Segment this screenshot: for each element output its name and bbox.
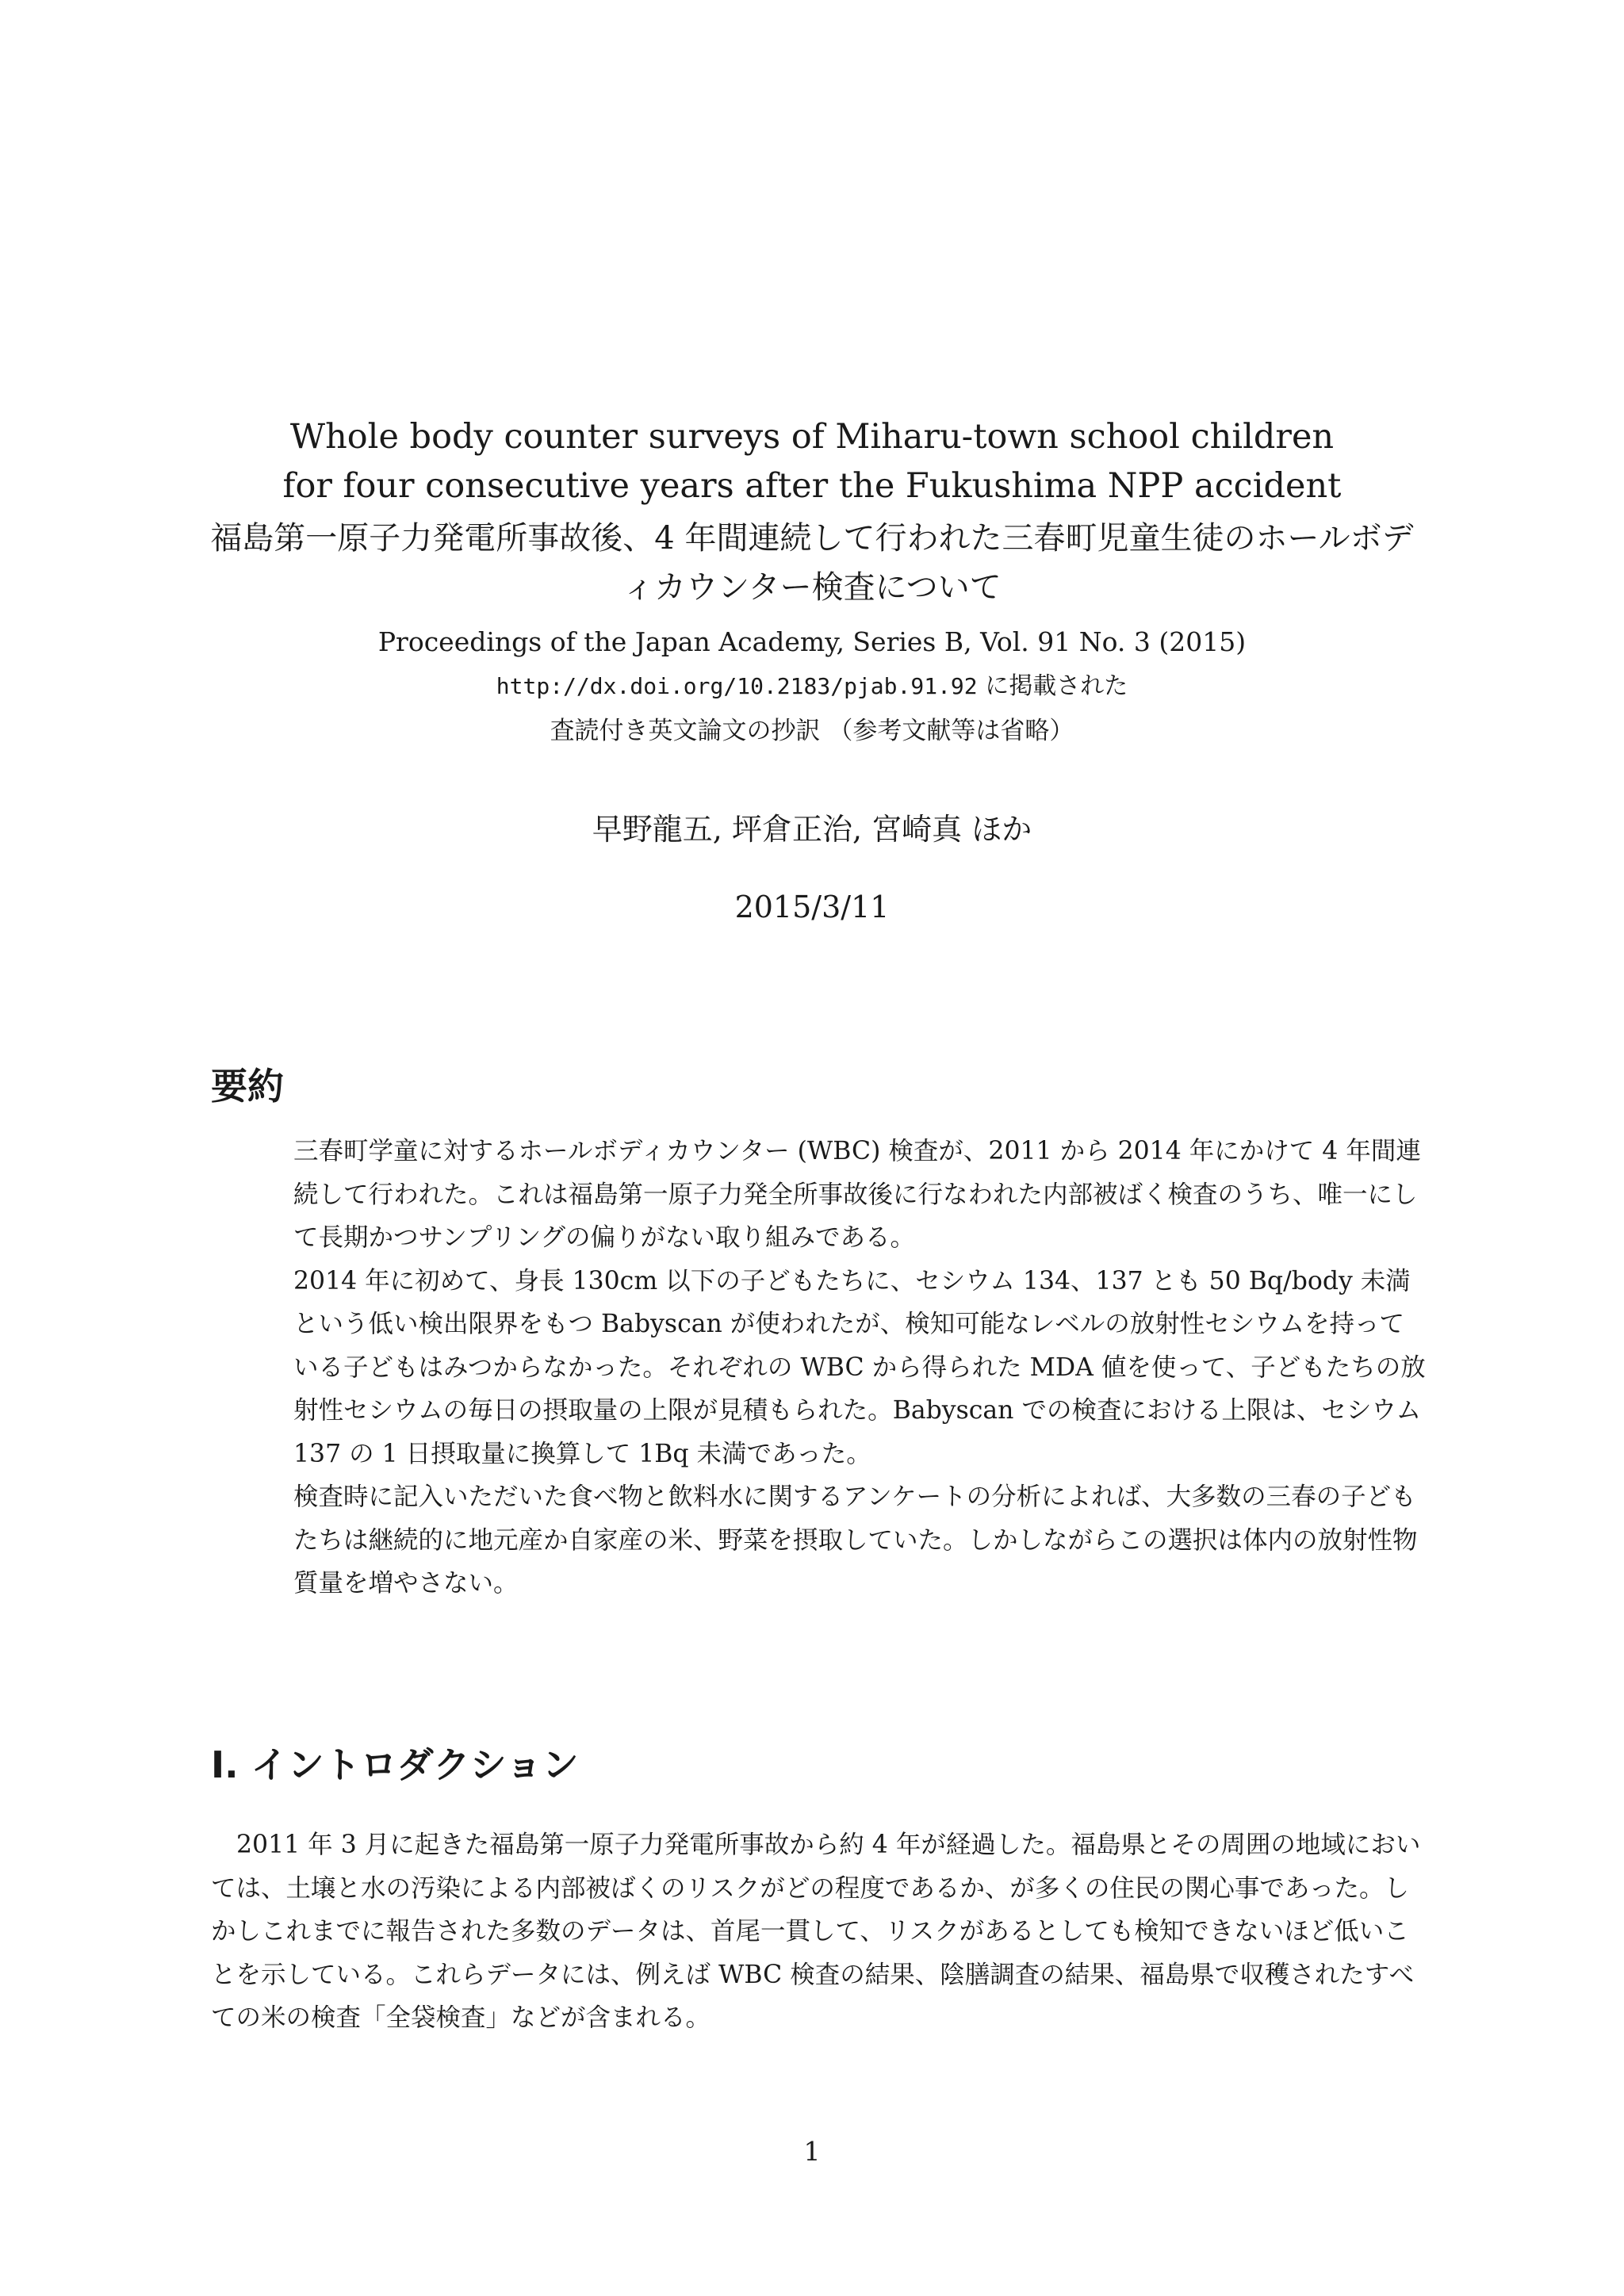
- doi-line: [0, 668, 1624, 706]
- abstract-paragraph-1: 三春町学童に対するホールボディカウンター (WBC) 検査が、2011 から 2014 年にかけて 4 年間連続して行われた。これは福島第一原子力発全所事故後に行なわれた内部被ばく検査のうち、唯一にして長期かつサンプリングの偏りがない取り組みである。: [293, 1137, 1421, 1252]
- abstract-paragraph-3: 検査時に記入いただいた食べ物と飲料水に関するアンケートの分析によれば、大多数の三春の子どもたちは継続的に地元産か自家産の米、野菜を摂取していた。しかしながらこの選択は体内の放射性物質量を増やさない。: [293, 1483, 1418, 1598]
- abstract-paragraph-2: 2014 年に初めて、身長 130cm 以下の子どもたちに、セシウム 134、137 とも 50 Bq/body 未満という低い検出限界をもつ Babyscan が使われたが、検知可能なレベルの放射性セシウムを持っている子どもはみつからなかった。それぞれの WBC から得られた MDA 値を使って、子どもたちの放射性セシウムの毎日の摂取量の上限が見積もられた。Babyscan での検査における上限は、セシウム 137 の 1 日摂取量に換算して 1Bq 未満であった。: [293, 1266, 1426, 1468]
- journal-citation: Proceedings of the Japan Academy, Series B, Vol. 91 No. 3 (2015): [377, 626, 1247, 657]
- translation-note: 査読付き英文論文の抄訳 （参考文献等は省略）: [550, 717, 1074, 745]
- intro-body: [211, 1823, 1426, 2040]
- doi-suffix: に掲載された: [977, 672, 1128, 700]
- intro-heading: I. イントロダクション: [211, 1743, 579, 1786]
- publication-date: 2015/3/11: [734, 890, 890, 924]
- page-number: 1: [803, 2136, 821, 2167]
- abstract-body: [293, 1130, 1426, 1605]
- title-japanese: 福島第一原子力発電所事故後、4 年間連続して行われた三春町児童生徒のホールボディカウンター検査について: [210, 520, 1414, 606]
- doi-link[interactable]: http://dx.doi.org/10.2183/pjab.91.92: [496, 673, 978, 699]
- title-english: Whole body counter surveys of Miharu-town school children for four consecutive years after the Fukushima NPP accident: [282, 417, 1342, 506]
- intro-paragraph-1: 2011 年 3 月に起きた福島第一原子力発電所事故から約 4 年が経過した。福島県とその周囲の地域においては、土壌と水の汚染による内部被ばくのリスクがどの程度であるか、が多くの住民の関心事であった。しかしこれまでに報告された多数のデータは、首尾一貫して、リスクがあるとしても検知できないほど低いことを示している。これらデータには、例えば WBC 検査の結果、陰膳調査の結果、福島県で収穫されたすべての米の検査「全袋検査」などが含まれる。: [211, 1831, 1421, 2032]
- authors: 早野龍五, 坪倉正治, 宮崎真 ほか: [592, 812, 1032, 847]
- abstract-heading: 要約: [211, 1065, 284, 1108]
